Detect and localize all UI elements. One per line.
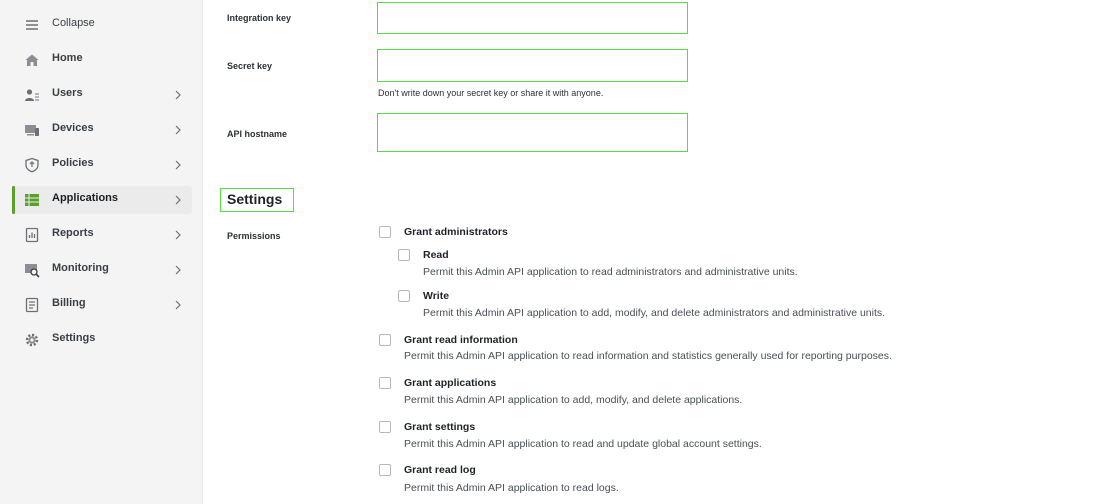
grant-applications-description: Permit this Admin API application to add, modify, and delete applications. xyxy=(404,394,743,406)
sidebar xyxy=(0,0,203,504)
menu-icon xyxy=(24,17,40,33)
grant-settings-checkbox[interactable] xyxy=(379,421,391,433)
reports-icon xyxy=(24,227,40,243)
sidebar-item-billing[interactable] xyxy=(12,291,192,319)
sidebar-item-label: Users xyxy=(52,87,83,99)
sidebar-item-applications[interactable] xyxy=(12,186,192,214)
write-checkbox[interactable] xyxy=(398,290,410,302)
applications-icon xyxy=(24,192,40,208)
integration-key-field[interactable] xyxy=(377,2,688,34)
gear-icon xyxy=(24,332,40,348)
chevron-right-icon xyxy=(173,229,183,241)
write-label: Write xyxy=(423,290,450,302)
chevron-right-icon xyxy=(173,194,183,206)
grant-read-information-label: Grant read information xyxy=(404,334,518,346)
sidebar-item-monitoring[interactable] xyxy=(12,256,192,284)
grant-applications-checkbox[interactable] xyxy=(379,377,391,389)
sidebar-item-label: Policies xyxy=(52,157,94,169)
sidebar-item-home[interactable] xyxy=(12,46,192,74)
settings-section-title: Settings xyxy=(220,188,294,212)
grant-administrators-label: Grant administrators xyxy=(404,226,508,238)
chevron-right-icon xyxy=(173,159,183,171)
grant-read-information-description: Permit this Admin API application to read information and statistics generally used for reporting purposes. xyxy=(404,350,892,362)
sidebar-item-label: Reports xyxy=(52,227,94,239)
sidebar-item-label: Devices xyxy=(52,122,94,134)
sidebar-item-devices[interactable] xyxy=(12,116,192,144)
sidebar-item-settings[interactable] xyxy=(12,326,192,354)
read-checkbox[interactable] xyxy=(398,249,410,261)
grant-settings-label: Grant settings xyxy=(404,421,476,433)
read-label: Read xyxy=(423,249,449,261)
main-content xyxy=(204,0,1100,504)
read-description: Permit this Admin API application to read administrators and administrative units. xyxy=(423,266,798,278)
monitoring-icon xyxy=(24,262,40,278)
sidebar-item-label: Settings xyxy=(52,332,96,344)
shield-icon xyxy=(24,157,40,173)
collapse-label: Collapse xyxy=(52,17,95,29)
api-hostname-label: API hostname xyxy=(227,129,288,139)
write-description: Permit this Admin API application to add, modify, and delete administrators and administrative units. xyxy=(423,307,886,319)
sidebar-item-label: Monitoring xyxy=(52,262,109,274)
chevron-right-icon xyxy=(173,264,183,276)
sidebar-item-label: Applications xyxy=(52,192,119,204)
permissions-label: Permissions xyxy=(227,231,281,241)
chevron-right-icon xyxy=(173,299,183,311)
chevron-right-icon xyxy=(173,124,183,136)
secret-key-hint: Don't write down your secret key or share it with anyone. xyxy=(378,88,604,98)
api-hostname-field[interactable] xyxy=(377,113,688,152)
integration-key-label: Integration key xyxy=(227,13,292,23)
grant-read-log-description: Permit this Admin API application to read logs. xyxy=(404,482,619,494)
users-icon xyxy=(24,87,40,103)
secret-key-field[interactable] xyxy=(377,49,688,82)
sidebar-item-label: Billing xyxy=(52,297,86,309)
grant-read-log-checkbox[interactable] xyxy=(379,464,391,476)
devices-icon xyxy=(24,122,40,138)
sidebar-item-reports[interactable] xyxy=(12,221,192,249)
chevron-right-icon xyxy=(173,89,183,101)
sidebar-collapse-button[interactable] xyxy=(12,11,192,39)
grant-administrators-checkbox[interactable] xyxy=(379,226,391,238)
sidebar-item-policies[interactable] xyxy=(12,151,192,179)
sidebar-item-label: Home xyxy=(52,52,83,64)
secret-key-label: Secret key xyxy=(227,61,273,71)
grant-read-log-label: Grant read log xyxy=(404,464,476,476)
home-icon xyxy=(24,52,40,68)
grant-read-information-checkbox[interactable] xyxy=(379,334,391,346)
grant-settings-description: Permit this Admin API application to read and update global account settings. xyxy=(404,438,762,450)
grant-applications-label: Grant applications xyxy=(404,377,497,389)
billing-icon xyxy=(24,297,40,313)
sidebar-item-users[interactable] xyxy=(12,81,192,109)
